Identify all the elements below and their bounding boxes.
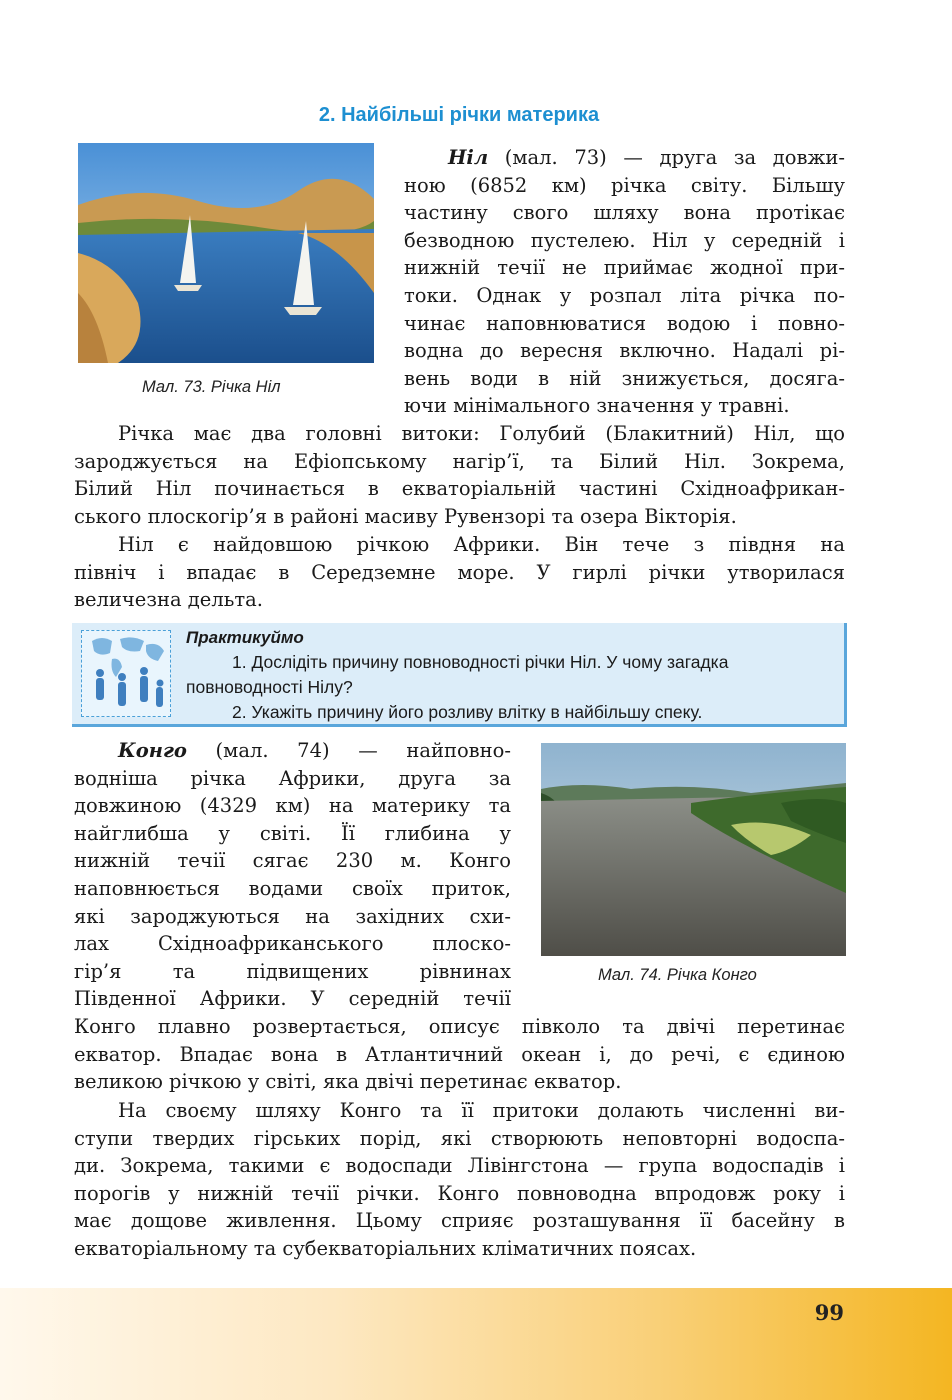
nile-paragraph-1: Ніл (мал. 73) — друга за довжи- ною (6852 км) річка світу. Більшу частину свого шляху вона протікає безводною пустелею. Ніл у середній і нижній течії не приймає жодної при- токи. Однак у розпал літа річка по- чинає наповнюватися водою і повно- водна до вересня включно. Надалі рі- вень води в ній знижується, досяга- ючи мінімального значення у травні. [404, 146, 845, 418]
practice-question-1-cont: повноводності Нілу? [186, 677, 353, 697]
congo-term: Конго [118, 739, 187, 762]
nile-paragraph-3: Ніл є найдовшою річкою Африки. Він тече з півдня на північ і впадає в Середземне море. У гирлі річки утворилася величезна дельта. [74, 533, 845, 612]
world-map-people-icon [81, 630, 171, 717]
page-number: 99 [814, 1300, 844, 1325]
nile-photo [78, 143, 374, 363]
practice-question-1: 1. Дослідіть причину повноводності річки Ніл. У чому загадка [232, 652, 729, 672]
congo-paragraph-1: Конго (мал. 74) — найповно- водніша річка Африки, друга за довжиною (4329 км) на материку та найглибша у світі. Її глибина у нижній течії сягає 230 м. Конго наповнюється водами своїх приток, які зароджуються на західних схи- лах Східноафриканського плоско- гір’я та підвищених рівнинах Південної Африки. У середній течії [74, 739, 511, 1011]
practice-question-2: 2. Укажіть причину його розливу влітку в найбільшу спеку. [232, 702, 703, 722]
figure74-caption: Мал. 74. Річка Конго [598, 966, 757, 984]
footer-band [0, 1288, 952, 1400]
nile-term: Ніл [448, 146, 489, 169]
practice-title: Практикуймо [186, 628, 304, 647]
nile-paragraph-2: Річка має два головні витоки: Голубий (Блакитний) Ніл, що зароджується на Ефіопському нагір’ї, та Білий Ніл. Зокрема, Білий Ніл починається в екваторіальній частині Східноафрикан- ського плоскогір’я в районі масиву Рувензорі та озера Вікторія. [74, 422, 845, 528]
figure73-caption: Мал. 73. Річка Ніл [142, 378, 281, 396]
congo-photo [541, 743, 846, 956]
congo-paragraph-1-cont: Конго плавно розвертається, описує півколо та двічі перетинає екватор. Впадає вона в Атлантичний океан і, до речі, є єдиною великою річкою у світі, яка двічі перетинає екватор. [74, 1015, 845, 1094]
practice-box [72, 623, 847, 727]
congo-paragraph-2: На своєму шляху Конго та її притоки долають численні ви- ступи твердих гірських порід, які створюють неповторні водоспа- ди. Зокрема, такими є водоспади Лівінгстона — група водоспадів і порогів у нижній течії річки. Конго повноводна впродовж року і має дощове живлення. Цьому сприяє розташування її басейну в екваторіальному та субекваторіальних кліматичних поясах. [74, 1099, 845, 1260]
section-title: 2. Найбільші річки материка [318, 104, 600, 126]
